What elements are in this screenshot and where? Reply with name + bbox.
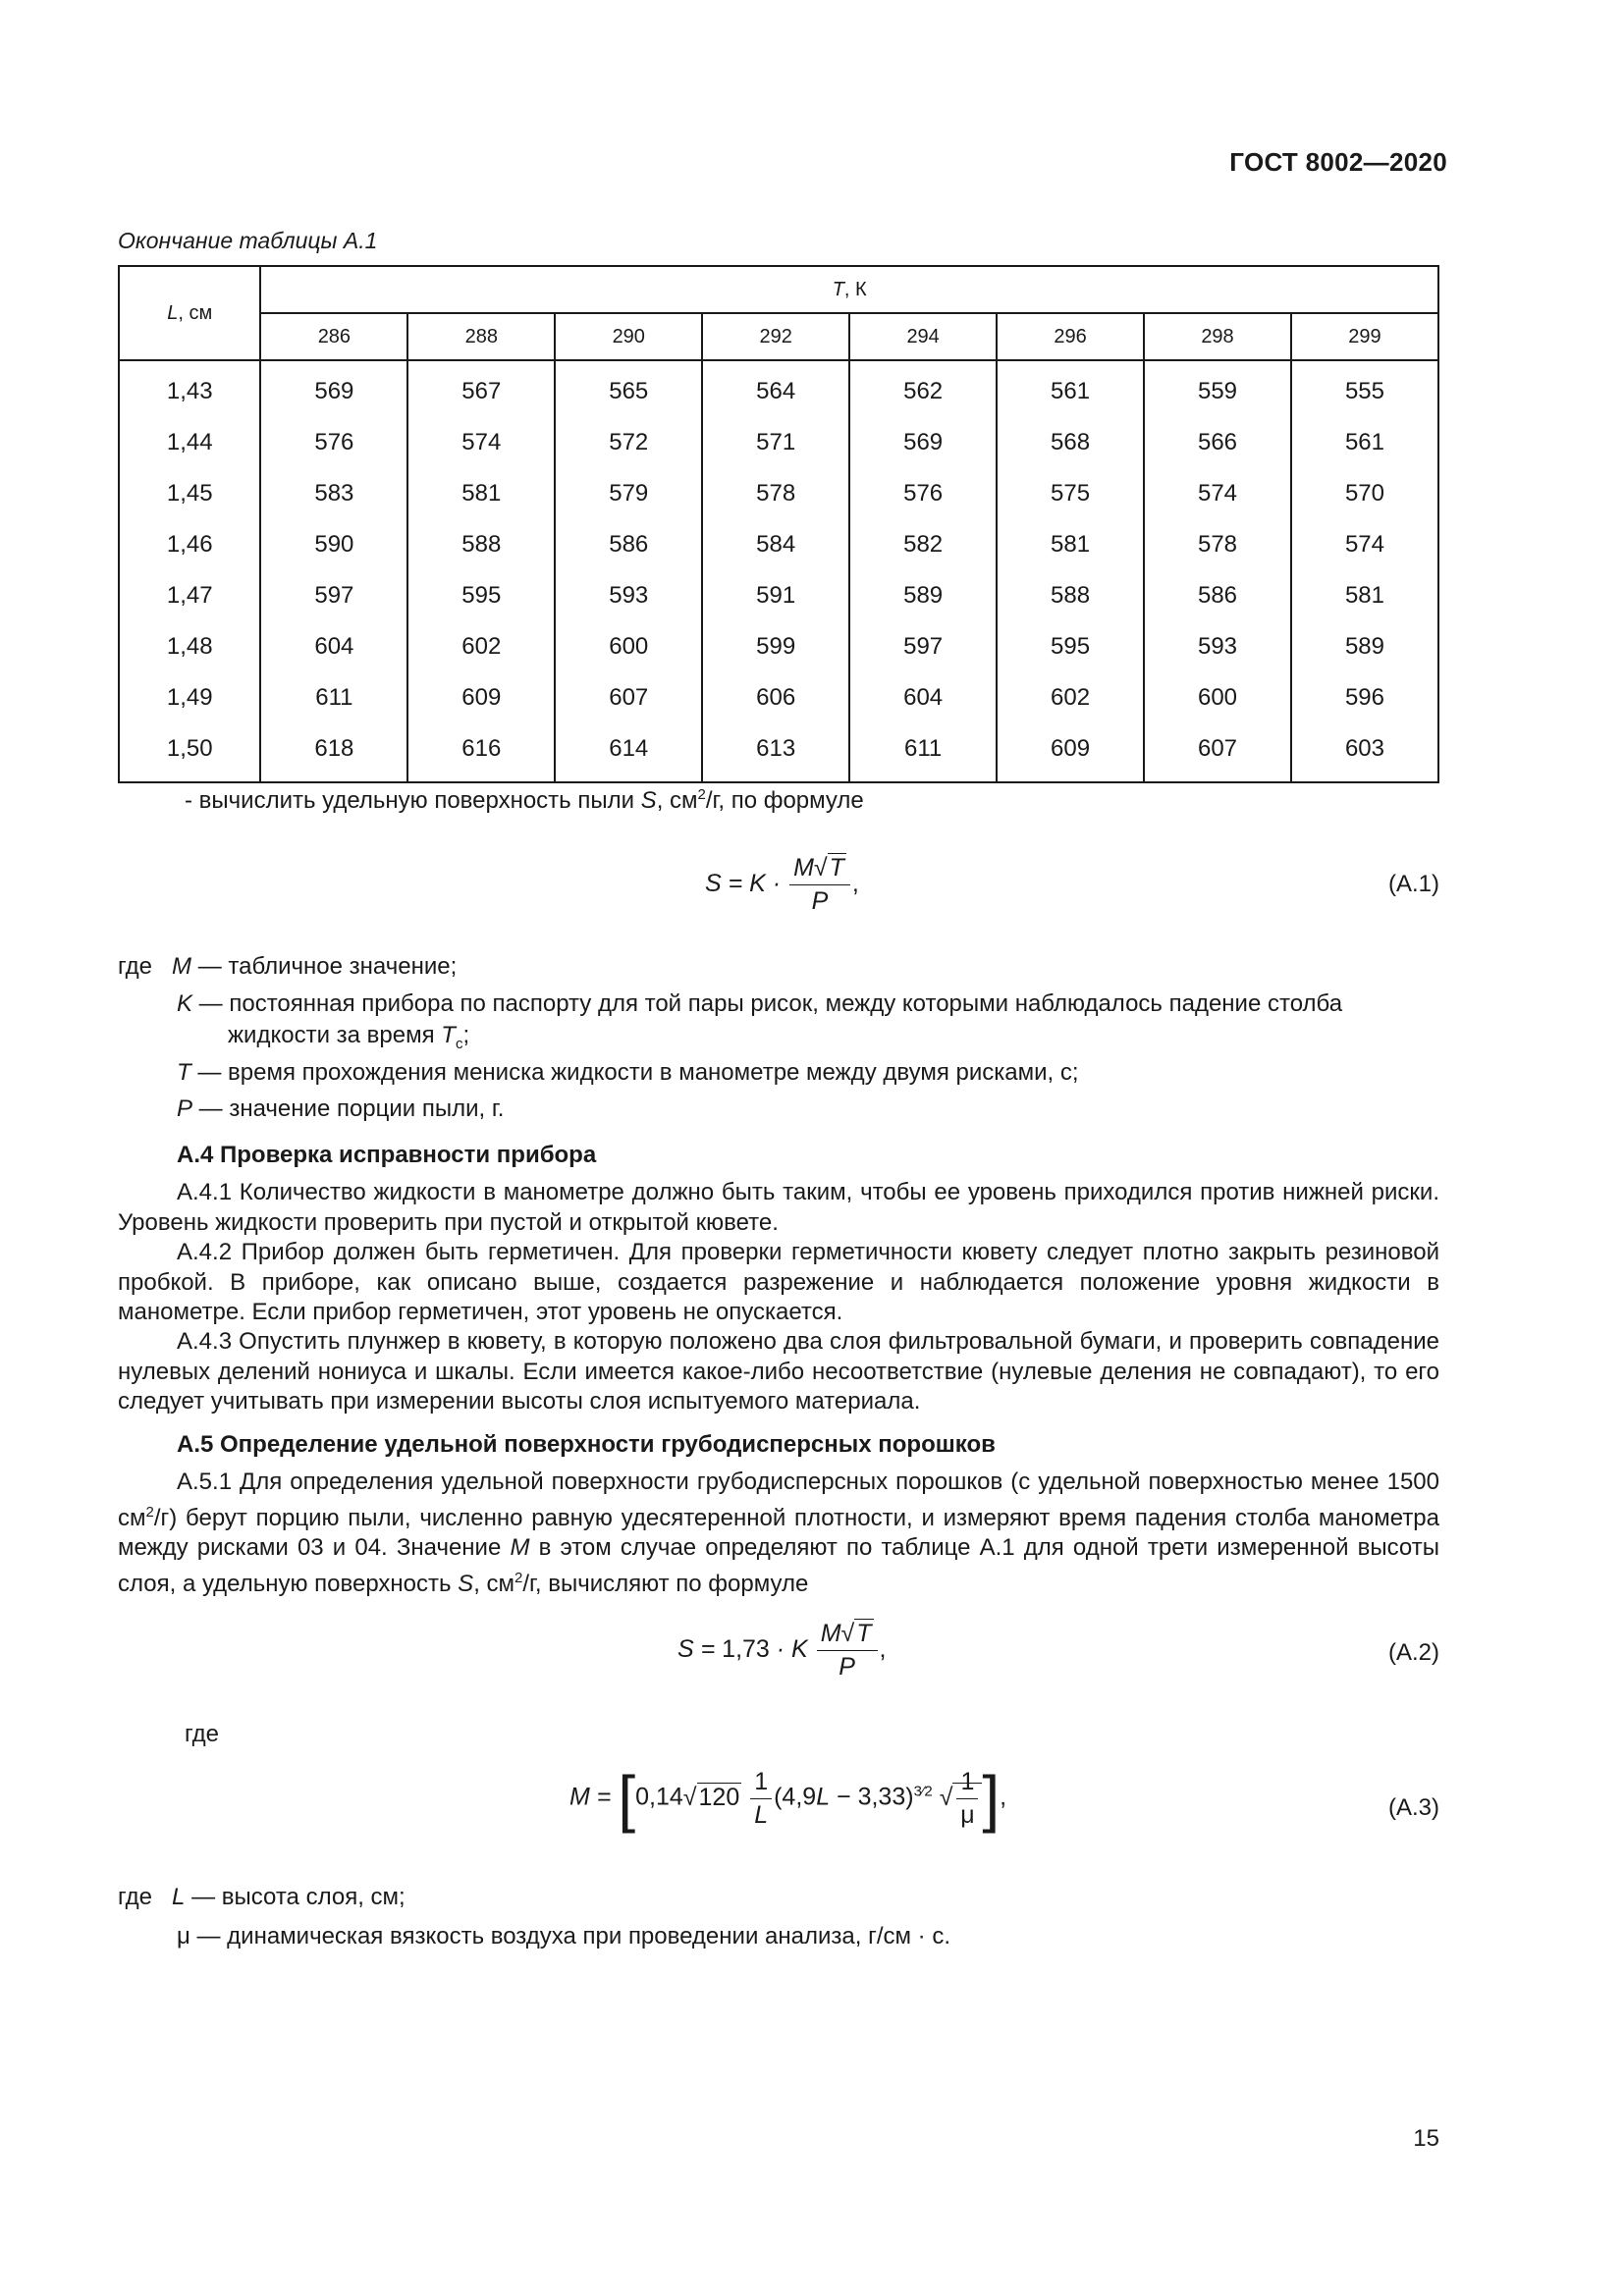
temperature-header: 290 <box>555 313 702 360</box>
table-cell: 586 <box>1144 570 1291 621</box>
section-a5-title: А.5 Определение удельной поверхности грубодисперсных порошков <box>177 1431 996 1458</box>
temperature-header: 296 <box>997 313 1144 360</box>
table-cell: 582 <box>849 519 997 570</box>
table-cell: 574 <box>1291 519 1438 570</box>
table-cell: 579 <box>555 468 702 519</box>
table-cell: 586 <box>555 519 702 570</box>
row-l-value: 1,47 <box>119 570 260 621</box>
table-cell: 588 <box>407 519 555 570</box>
formula-a3: M = [0,14√120 $\frac{1}{L}$ $(4,9L - 3,33)^{3⁄2}$ √ $\frac{1}{\mu}$ ], <box>569 1763 1007 1834</box>
table-cell: 607 <box>555 672 702 723</box>
table-cell: 562 <box>849 360 997 417</box>
table-cell: 569 <box>849 417 997 468</box>
column-header-t: T, К <box>260 266 1438 313</box>
table-row <box>119 723 1438 782</box>
intro-line: - вычислить удельную поверхность пыли S, $см^2/г$, по формуле <box>185 786 864 814</box>
table-cell: 614 <box>555 723 702 782</box>
temperature-header: 294 <box>849 313 997 360</box>
temperature-header: 292 <box>702 313 849 360</box>
page-number: 15 <box>1413 2125 1439 2152</box>
row-l-value: 1,44 <box>119 417 260 468</box>
table-cell: 568 <box>997 417 1144 468</box>
table-cell: 595 <box>997 621 1144 672</box>
data-table <box>118 265 1439 783</box>
table-cell: 567 <box>407 360 555 417</box>
legend-k-cont: жидкости за время $T_с$; <box>228 1022 470 1052</box>
row-l-value: 1,50 <box>119 723 260 782</box>
temperature-header: 299 <box>1291 313 1438 360</box>
table-cell: 600 <box>555 621 702 672</box>
table-cell: 591 <box>702 570 849 621</box>
table-cell: 572 <box>555 417 702 468</box>
table-row <box>119 468 1438 519</box>
table-cell: 571 <box>702 417 849 468</box>
table-cell: 564 <box>702 360 849 417</box>
table-row <box>119 570 1438 621</box>
row-l-value: 1,43 <box>119 360 260 417</box>
table-cell: 570 <box>1291 468 1438 519</box>
table-cell: 611 <box>849 723 997 782</box>
table-cell: 600 <box>1144 672 1291 723</box>
table-row <box>119 519 1438 570</box>
row-l-value: 1,49 <box>119 672 260 723</box>
table-cell: 565 <box>555 360 702 417</box>
table-cell: 597 <box>849 621 997 672</box>
table-cell: 584 <box>702 519 849 570</box>
table-cell: 596 <box>1291 672 1438 723</box>
table-cell: 574 <box>407 417 555 468</box>
table-cell: 559 <box>1144 360 1291 417</box>
column-header-l: L, см <box>119 266 260 360</box>
table-row <box>119 621 1438 672</box>
table-cell: 555 <box>1291 360 1438 417</box>
table-cell: 589 <box>849 570 997 621</box>
table-cell: 602 <box>407 621 555 672</box>
table-cell: 581 <box>407 468 555 519</box>
table-cell: 606 <box>702 672 849 723</box>
table-cell: 581 <box>997 519 1144 570</box>
table-cell: 618 <box>260 723 407 782</box>
where-label: где <box>185 1721 220 1747</box>
table-cell: 611 <box>260 672 407 723</box>
table-cell: 575 <box>997 468 1144 519</box>
table-cell: 604 <box>849 672 997 723</box>
section-a4-title: А.4 Проверка исправности прибора <box>177 1142 597 1168</box>
formula-number-a2: (А.2) <box>1387 1639 1439 1666</box>
table-cell: 599 <box>702 621 849 672</box>
legend-p: P — значение порции пыли, г. <box>177 1095 505 1122</box>
table-cell: 609 <box>997 723 1144 782</box>
table-cell: 578 <box>1144 519 1291 570</box>
formula-a2: S = 1,73 · K $\frac{M√T}{P}$ , <box>677 1620 887 1681</box>
paragraph-a5-1: А.5.1 Для определения удельной поверхности грубодисперсных порошков (с удельной поверхностью менее 1500 $см^2/г$) берут порцию пыли, численно равную удесятеренной плотности, и измеряют время падения столба манометра между рисками 03 и 04. Значение M в этом случае определяют по таблице А.1 для одной трети измеренной высоты слоя, а удельную поверхность S, $см^2/г$, вычисляют по формуле <box>118 1468 1439 1597</box>
temperature-header: 298 <box>1144 313 1291 360</box>
table-cell: 597 <box>260 570 407 621</box>
table-row <box>119 672 1438 723</box>
table-cell: 609 <box>407 672 555 723</box>
paragraph-a4-1: А.4.1 Количество жидкости в манометре должно быть таким, чтобы ее уровень приходился против нижней риски. Уровень жидкости проверить при пустой и открытой кювете. <box>118 1179 1439 1236</box>
table-cell: 576 <box>260 417 407 468</box>
table-cell: 590 <box>260 519 407 570</box>
table-cell: 574 <box>1144 468 1291 519</box>
table-caption: Окончание таблицы А.1 <box>118 228 378 253</box>
document-id: ГОСТ 8002—2020 <box>1229 147 1447 177</box>
paragraph-a4-3: А.4.3 Опустить плунжер в кювету, в которую положено два слоя фильтровальной бумаги, и проверить совпадение нулевых делений нониуса и шкалы. Если имеется какое-либо несоответствие (нулевые деления не совпадают), то его следует учитывать при измерении высоты слоя испытуемого материала. <box>118 1328 1439 1415</box>
table-cell: 583 <box>260 468 407 519</box>
formula-number-a1: (А.1) <box>1387 871 1439 897</box>
table-cell: 616 <box>407 723 555 782</box>
row-l-value: 1,48 <box>119 621 260 672</box>
table-cell: 561 <box>1291 417 1438 468</box>
legend-k: K — постоянная прибора по паспорту для той пары рисок, между которыми наблюдалось падение столба <box>177 990 1343 1017</box>
table-cell: 589 <box>1291 621 1438 672</box>
legend-mu: μ — динамическая вязкость воздуха при проведении анализа, г/см · с. <box>177 1923 950 1949</box>
table-row <box>119 360 1438 417</box>
table-cell: 604 <box>260 621 407 672</box>
table-cell: 607 <box>1144 723 1291 782</box>
row-l-value: 1,46 <box>119 519 260 570</box>
table-cell: 576 <box>849 468 997 519</box>
legend-m: где M — табличное значение; <box>118 953 458 980</box>
formula-a1: S = K · $\frac{M√T}{P}$ , <box>705 854 859 915</box>
table-cell: 593 <box>1144 621 1291 672</box>
paragraph-a4-2: А.4.2 Прибор должен быть герметичен. Для проверки герметичности кювету следует плотно закрыть резиновой пробкой. В приборе, как описано выше, создается разрежение и наблюдается положение уровня жидкости в манометре. Если прибор герметичен, этот уровень не опускается. <box>118 1239 1439 1325</box>
table-cell: 581 <box>1291 570 1438 621</box>
table-cell: 613 <box>702 723 849 782</box>
table-cell: 578 <box>702 468 849 519</box>
table-cell: 561 <box>997 360 1144 417</box>
legend-t: T — время прохождения мениска жидкости в манометре между двумя рисками, с; <box>177 1059 1079 1086</box>
row-l-value: 1,45 <box>119 468 260 519</box>
table-cell: 595 <box>407 570 555 621</box>
table-cell: 588 <box>997 570 1144 621</box>
temperature-header: 288 <box>407 313 555 360</box>
table-cell: 593 <box>555 570 702 621</box>
table-cell: 602 <box>997 672 1144 723</box>
temperature-header: 286 <box>260 313 407 360</box>
table-cell: 603 <box>1291 723 1438 782</box>
formula-number-a3: (А.3) <box>1387 1794 1439 1821</box>
table-cell: 569 <box>260 360 407 417</box>
table-cell: 566 <box>1144 417 1291 468</box>
table-row <box>119 417 1438 468</box>
legend-l: где L — высота слоя, см; <box>118 1884 406 1910</box>
